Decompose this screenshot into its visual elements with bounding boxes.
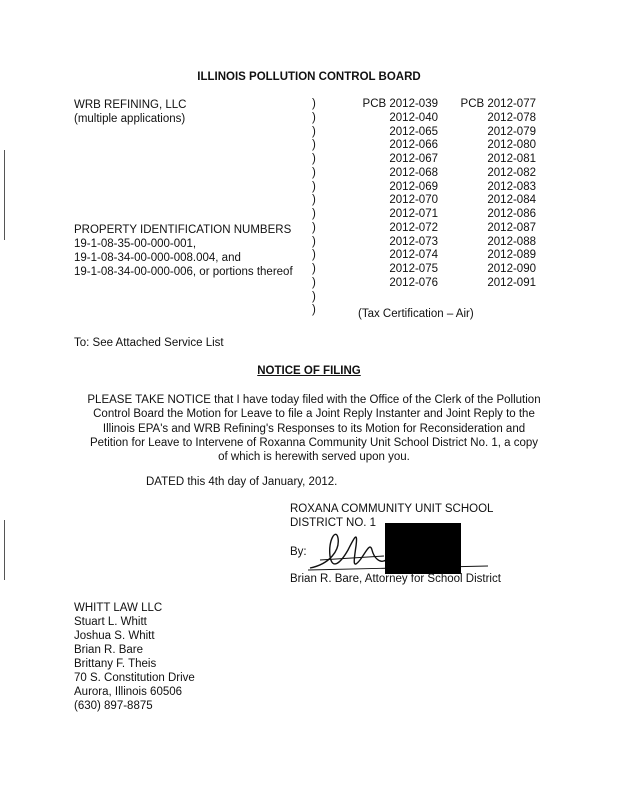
case-number: 2012-070	[389, 194, 438, 207]
paren: )	[312, 263, 316, 275]
paren: )	[312, 153, 316, 165]
signer-name: Brian R. Bare, Attorney for School District	[290, 573, 501, 585]
board-title: ILLINOIS POLLUTION CONTROL BOARD	[197, 71, 421, 83]
firm-block	[74, 601, 195, 713]
case-column-2	[450, 98, 536, 291]
case-number: 2012-081	[487, 153, 536, 165]
case-column-1	[352, 98, 438, 291]
paren: )	[312, 249, 316, 262]
case-number: 2012-083	[487, 180, 536, 193]
tax-note: (Tax Certification – Air)	[358, 308, 474, 320]
party-name: WRB REFINING, LLC	[74, 99, 187, 111]
case-number: 2012-087	[487, 221, 536, 234]
signature-org-line2: DISTRICT NO. 1	[290, 517, 377, 529]
notice-body: PLEASE TAKE NOTICE that I have today filed with the Office of the Clerk of the Pollution Control Board the Motion for Leave to file a Joint Reply Instanter and Joint Reply to the Illinois EPA's and WRB Refining's Responses to its Motion for Reconsideration and Petition for Leave to Intervene of Roxanna Community Unit School District No. 1, a copy of which is herewith served upon you.	[87, 394, 541, 464]
paren: )	[312, 180, 316, 193]
case-number: 2012-068	[389, 166, 438, 179]
firm-line: Stuart L. Whitt	[74, 616, 147, 628]
firm-line: Brittany F. Theis	[74, 658, 157, 670]
case-number: PCB 2012-077	[460, 98, 536, 110]
paren: )	[312, 194, 316, 207]
firm-line: 70 S. Constitution Drive	[74, 672, 195, 684]
case-number: 2012-080	[487, 139, 536, 152]
case-number: 2012-074	[389, 249, 438, 262]
case-number: 2012-089	[487, 249, 536, 262]
firm-line: Brian R. Bare	[74, 644, 144, 656]
pin-line: 19-1-08-34-00-000-006, or portions thereof	[74, 266, 293, 278]
paren: )	[312, 235, 316, 248]
scan-margin-line	[4, 520, 5, 580]
case-number: 2012-066	[389, 139, 438, 152]
case-number: 2012-040	[389, 111, 438, 124]
case-number: 2012-067	[389, 153, 438, 165]
case-number: 2012-079	[487, 125, 536, 138]
case-number: 2012-065	[389, 125, 438, 138]
scan-margin-line	[4, 150, 5, 240]
firm-line: Joshua S. Whitt	[74, 630, 155, 642]
pin-line: 19-1-08-34-00-000-008.004, and	[74, 252, 241, 264]
case-number: 2012-088	[487, 235, 536, 248]
case-number: 2012-084	[487, 194, 536, 207]
firm-line: (630) 897-8875	[74, 700, 153, 712]
paren: )	[312, 98, 316, 110]
case-number: 2012-082	[487, 166, 536, 179]
paren: )	[312, 125, 316, 138]
paren: )	[312, 304, 316, 317]
signature-by-label: By:	[290, 546, 307, 558]
dated-line: DATED this 4th day of January, 2012.	[146, 476, 338, 488]
case-number: 2012-071	[389, 208, 438, 220]
caption-left	[74, 98, 314, 323]
firm-line: Aurora, Illinois 60506	[74, 686, 183, 698]
case-number: 2012-078	[487, 111, 536, 124]
case-number: 2012-090	[487, 263, 536, 275]
paren: )	[312, 276, 316, 289]
case-number: 2012-069	[389, 180, 438, 193]
paren: )	[312, 208, 316, 220]
case-number: 2012-075	[389, 263, 438, 275]
to-line: To: See Attached Service List	[74, 337, 224, 349]
case-number: 2012-073	[389, 235, 438, 248]
signature-org-line1: ROXANA COMMUNITY UNIT SCHOOL	[290, 503, 494, 515]
redaction-box	[385, 523, 461, 574]
paren: )	[312, 166, 316, 179]
party-note: (multiple applications)	[74, 113, 186, 125]
paren: )	[312, 221, 316, 234]
notice-heading: NOTICE OF FILING	[257, 365, 361, 377]
case-number: PCB 2012-039	[362, 98, 438, 110]
paren: )	[312, 290, 316, 303]
paren: )	[312, 139, 316, 152]
case-number: 2012-076	[389, 276, 438, 289]
firm-line: WHITT LAW LLC	[74, 602, 163, 614]
case-number: 2012-072	[389, 221, 438, 234]
paren: )	[312, 111, 316, 124]
pin-line: 19-1-08-35-00-000-001,	[74, 238, 197, 250]
pin-heading: PROPERTY IDENTIFICATION NUMBERS	[74, 224, 292, 236]
case-number: 2012-091	[487, 276, 536, 289]
case-number: 2012-086	[487, 208, 536, 220]
caption-parens	[312, 98, 322, 318]
